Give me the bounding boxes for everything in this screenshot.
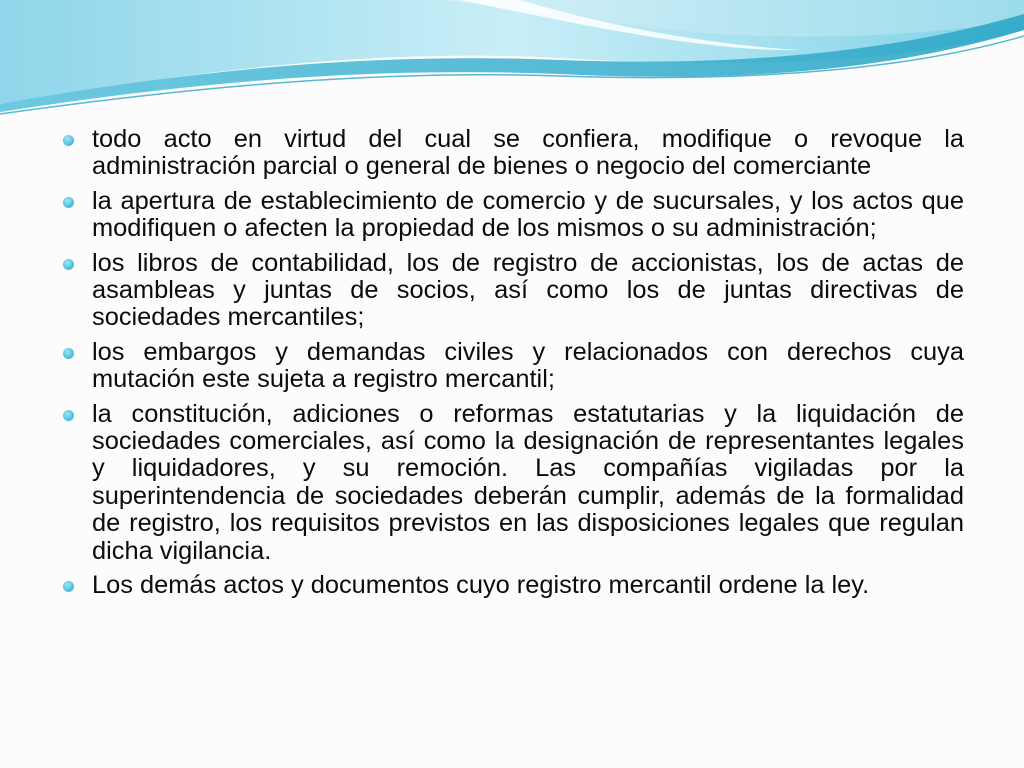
list-item [62, 188, 964, 243]
list-item-text: la apertura de establecimiento de comercio y de sucursales, y los actos que modifiquen o afecten la propiedad de los mismos o su administración; [92, 186, 964, 243]
list-item-text: todo acto en virtud del cual se confiera, modifique o revoque la administración parcial o general de bienes o negocio del comerciante [92, 125, 964, 181]
round-bullet-icon [63, 259, 74, 270]
round-bullet-icon [63, 410, 74, 421]
list-item [62, 572, 964, 599]
round-bullet-icon [63, 581, 74, 592]
list-item [62, 250, 964, 332]
round-bullet-icon [63, 197, 74, 208]
list-item [62, 339, 964, 394]
list-item [62, 401, 964, 565]
round-bullet-icon [63, 135, 74, 146]
bullet-list [62, 126, 964, 607]
header-wave-decoration [0, 0, 1024, 130]
round-bullet-icon [63, 348, 74, 359]
list-item-text: Los demás actos y documentos cuyo registro mercantil ordene la ley. [92, 571, 870, 600]
list-item-text: los libros de contabilidad, los de registro de accionistas, los de actas de asambleas y juntas de socios, así como los de juntas directivas de sociedades mercantiles; [92, 248, 964, 332]
list-item-text: la constitución, adiciones o reformas estatutarias y la liquidación de sociedades comerciales, así como la designación de representantes legales y liquidadores, y su remoción. Las compañías vigiladas por la superintendencia de sociedades deberán cumplir, además de la formalidad de registro, los requisitos previstos en las disposiciones legales que regulan dicha vigilancia. [92, 399, 964, 565]
list-item [62, 126, 964, 181]
list-item-text: los embargos y demandas civiles y relacionados con derechos cuya mutación este sujeta a registro mercantil; [92, 337, 964, 394]
